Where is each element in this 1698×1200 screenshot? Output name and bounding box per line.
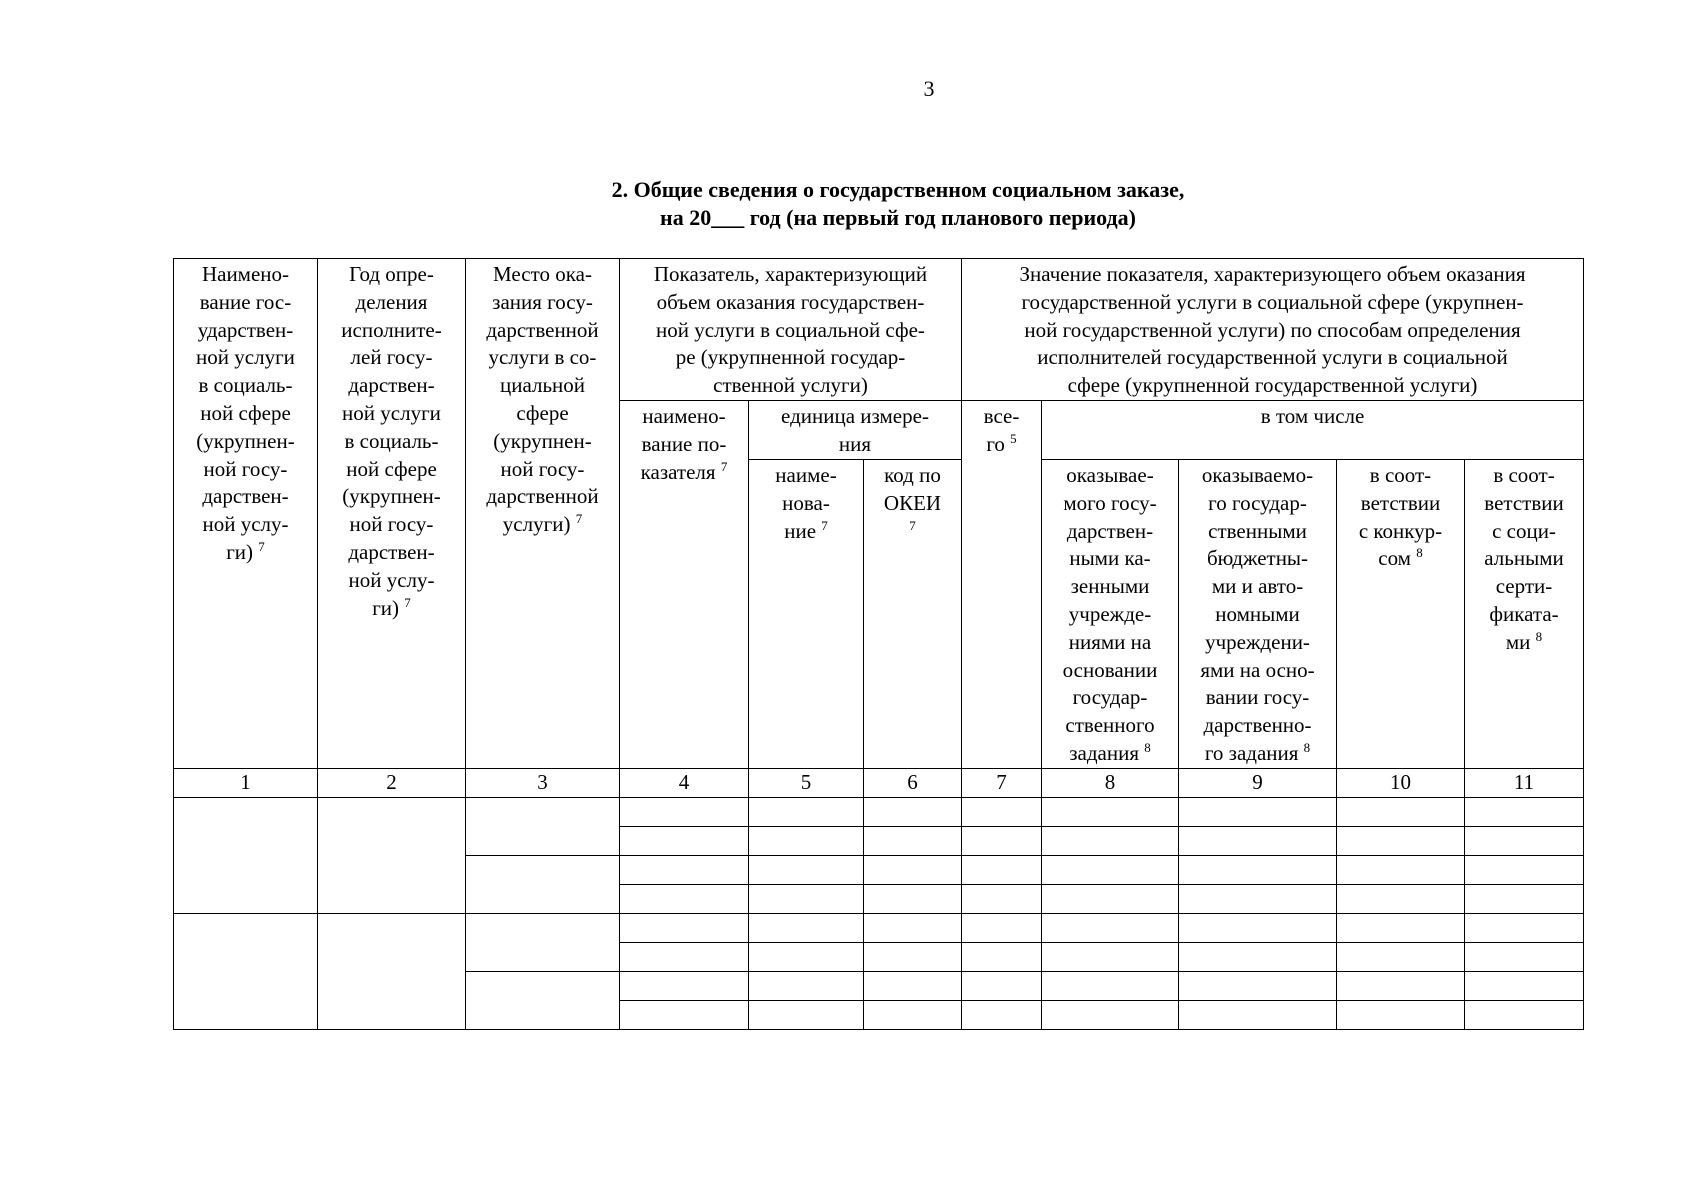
empty-cell[interactable]: [962, 884, 1042, 913]
column-number: 2: [318, 768, 466, 797]
empty-cell[interactable]: [620, 884, 749, 913]
empty-cell[interactable]: [1179, 913, 1337, 942]
empty-cell[interactable]: [620, 855, 749, 884]
empty-cell[interactable]: [1042, 971, 1179, 1000]
empty-cell[interactable]: [1337, 826, 1465, 855]
header-by-competition: в соот- ветствии с конкур- сом $^8$: [1337, 459, 1465, 768]
header-unit-name: наиме- нова- ние $^7$: [749, 459, 864, 768]
empty-cell[interactable]: [1337, 884, 1465, 913]
column-number: 5: [749, 768, 864, 797]
empty-cell[interactable]: [1042, 913, 1179, 942]
empty-cell[interactable]: [749, 1000, 864, 1029]
header-indicator-group: Показатель, характеризующий объем оказания государствен- ной услуги в социальной сфе- ре (укрупненной государ- ственной услуги): [620, 259, 962, 401]
empty-cell[interactable]: [318, 913, 466, 1029]
empty-cell[interactable]: [864, 1000, 962, 1029]
social-order-table: [173, 258, 1584, 1030]
empty-cell[interactable]: [1465, 913, 1584, 942]
header-determination-year: Год опре- деления исполните- лей госу- дарствен- ной услуги в социаль- ной сфере (укрупнен- ной госу- дарствен- ной услу- ги) $^7$: [318, 259, 466, 769]
empty-cell[interactable]: [620, 913, 749, 942]
empty-cell[interactable]: [962, 826, 1042, 855]
empty-cell[interactable]: [466, 971, 620, 1029]
empty-cell[interactable]: [864, 942, 962, 971]
empty-cell[interactable]: [620, 971, 749, 1000]
empty-cell[interactable]: [1337, 971, 1465, 1000]
column-number: 6: [864, 768, 962, 797]
column-number: 7: [962, 768, 1042, 797]
empty-cell[interactable]: [1465, 797, 1584, 826]
page-number: 3: [923, 76, 935, 101]
empty-cell[interactable]: [749, 913, 864, 942]
header-unit-of-measure: единица измере- ния: [749, 400, 962, 459]
empty-cell[interactable]: [864, 884, 962, 913]
empty-cell[interactable]: [749, 942, 864, 971]
empty-cell[interactable]: [466, 797, 620, 855]
empty-cell[interactable]: [1042, 942, 1179, 971]
column-number: 11: [1465, 768, 1584, 797]
empty-cell[interactable]: [174, 797, 318, 913]
empty-cell[interactable]: [620, 942, 749, 971]
empty-cell[interactable]: [466, 913, 620, 971]
header-state-institutions: оказывае- мого госу- дарствен- ными ка- зенными учрежде- ниями на основании государ- ственного задания $^8$: [1042, 459, 1179, 768]
column-number: 4: [620, 768, 749, 797]
empty-cell[interactable]: [749, 855, 864, 884]
header-total: все- го $^5$: [962, 400, 1042, 768]
empty-cell[interactable]: [466, 855, 620, 913]
column-number: 10: [1337, 768, 1465, 797]
empty-cell[interactable]: [1179, 826, 1337, 855]
empty-cell[interactable]: [1337, 942, 1465, 971]
empty-cell[interactable]: [1465, 884, 1584, 913]
empty-cell[interactable]: [1465, 971, 1584, 1000]
empty-cell[interactable]: [1042, 826, 1179, 855]
empty-cell[interactable]: [962, 971, 1042, 1000]
empty-cell[interactable]: [749, 826, 864, 855]
empty-cell[interactable]: [1179, 884, 1337, 913]
header-indicator-name: наимено- вание по- казателя $^7$: [620, 400, 749, 768]
empty-cell[interactable]: [864, 826, 962, 855]
column-number: 9: [1179, 768, 1337, 797]
column-numbers-row: [174, 768, 1584, 797]
empty-cell[interactable]: [864, 797, 962, 826]
empty-cell[interactable]: [1179, 855, 1337, 884]
empty-cell[interactable]: [864, 971, 962, 1000]
empty-cell[interactable]: [1337, 1000, 1465, 1029]
empty-cell[interactable]: [318, 797, 466, 913]
section-title-line-2: на 20___ год (на первый год планового периода): [660, 205, 1136, 230]
column-number: 3: [466, 768, 620, 797]
empty-cell[interactable]: [1179, 971, 1337, 1000]
column-number: 8: [1042, 768, 1179, 797]
empty-cell[interactable]: [1179, 1000, 1337, 1029]
empty-cell[interactable]: [962, 942, 1042, 971]
empty-cell[interactable]: [1465, 1000, 1584, 1029]
empty-cell[interactable]: [962, 1000, 1042, 1029]
empty-cell[interactable]: [1042, 797, 1179, 826]
table-row: [174, 913, 1584, 942]
column-number: 1: [174, 768, 318, 797]
empty-cell[interactable]: [1337, 855, 1465, 884]
empty-cell[interactable]: [749, 797, 864, 826]
empty-cell[interactable]: [749, 971, 864, 1000]
empty-cell[interactable]: [1337, 797, 1465, 826]
empty-cell[interactable]: [1465, 826, 1584, 855]
header-service-place: Место ока- зания госу- дарственной услуги в со- циальной сфере (укрупнен- ной госу- дарственной услуги) $^7$: [466, 259, 620, 769]
empty-cell[interactable]: [1042, 855, 1179, 884]
header-by-certificates: в соот- ветствии с соци- альными серти- фиката- ми $^8$: [1465, 459, 1584, 768]
table-row: [174, 797, 1584, 826]
empty-cell[interactable]: [1042, 884, 1179, 913]
header-budget-institutions: оказываемо- го государ- ственными бюджетны- ми и авто- номными учреждени- ями на осно- вании госу- дарственно- го задания $^8$: [1179, 459, 1337, 768]
empty-cell[interactable]: [749, 884, 864, 913]
empty-cell[interactable]: [864, 913, 962, 942]
empty-cell[interactable]: [962, 797, 1042, 826]
header-value-group: Значение показателя, характеризующего объем оказания государственной услуги в социальной сфере (укрупнен- ной государственной услуги) по способам определения исполнителей государственной услуги в социальной сфере (укрупненной государственной услуги): [962, 259, 1584, 401]
empty-cell[interactable]: [1465, 855, 1584, 884]
section-title: [0, 176, 1698, 232]
empty-cell[interactable]: [1179, 797, 1337, 826]
header-okei-code: код по ОКЕИ $^7$: [864, 459, 962, 768]
empty-cell[interactable]: [962, 855, 1042, 884]
empty-cell[interactable]: [620, 1000, 749, 1029]
section-title-line-1: 2. Общие сведения о государственном социальном заказе,: [611, 177, 1185, 202]
empty-cell[interactable]: [620, 797, 749, 826]
empty-cell[interactable]: [1042, 1000, 1179, 1029]
header-including: в том числе: [1042, 400, 1584, 459]
empty-cell[interactable]: [620, 826, 749, 855]
empty-cell[interactable]: [174, 913, 318, 1029]
empty-cell[interactable]: [1337, 913, 1465, 942]
header-service-name: Наимено- вание гос- ударствен- ной услуги в социаль- ной сфере (укрупнен- ной госу- дарствен- ной услу- ги) $^7$: [174, 259, 318, 769]
empty-cell[interactable]: [1179, 942, 1337, 971]
empty-cell[interactable]: [962, 913, 1042, 942]
empty-cell[interactable]: [1465, 942, 1584, 971]
empty-cell[interactable]: [864, 855, 962, 884]
